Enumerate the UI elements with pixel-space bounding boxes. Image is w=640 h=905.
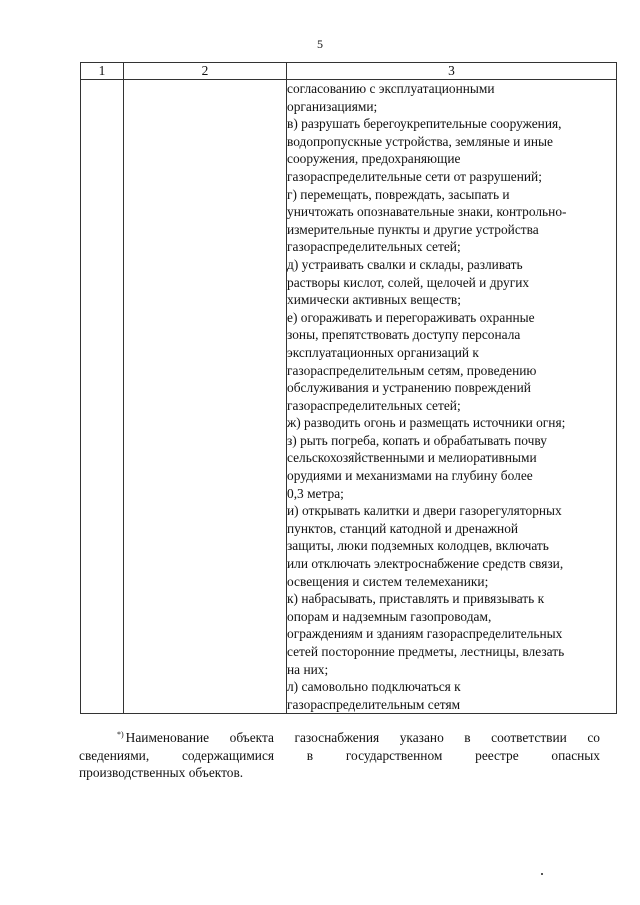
content-line: в) разрушать берегоукрепительные сооружения,	[287, 116, 562, 132]
column-header-1: 1	[81, 63, 124, 80]
content-line: сельскохозяйственными и мелиоративными	[287, 450, 537, 466]
table-header-row	[81, 63, 617, 80]
content-line: ограждениям и зданиям газораспределительных	[287, 626, 563, 642]
content-line: зоны, препятствовать доступу персонала	[287, 327, 521, 343]
content-line: измерительные пункты и другие устройства	[287, 221, 539, 237]
content-line: газораспределительных сетей;	[287, 239, 461, 255]
content-line: обслуживания и устранению повреждений	[287, 380, 531, 396]
content-line: д) устраивать свалки и склады, разливать	[287, 256, 523, 272]
footnote-line-2: сведениями, содержащимися в государственном реестре опасных	[79, 747, 600, 763]
content-line: орудиями и механизмами на глубину более	[287, 468, 533, 484]
content-line: освещения и систем телемеханики;	[287, 573, 489, 589]
content-line: сетей посторонние предметы, лестницы, влезать	[287, 644, 565, 659]
content-line: г) перемещать, повреждать, засыпать и	[287, 186, 510, 202]
footnote-line-3: производственных объектов.	[79, 765, 244, 781]
content-line: водопропускные устройства, земляные и иные	[287, 133, 553, 149]
column-1-cell	[81, 80, 124, 714]
column-header-3: 3	[287, 63, 617, 80]
requirements-table	[80, 62, 617, 714]
content-line: з) рыть погреба, копать и обрабатывать почву	[287, 432, 547, 448]
content-line: газораспределительных сетей;	[287, 397, 461, 413]
footnote-line-1	[108, 726, 600, 747]
content-line: к) набрасывать, приставлять и привязывать к	[287, 591, 545, 607]
content-line: организациями;	[287, 98, 378, 114]
content-line: эксплуатационных организаций к	[287, 344, 479, 360]
column-3-cell	[287, 80, 617, 714]
content-line: пунктов, станций катодной и дренажной	[287, 520, 519, 536]
content-line: растворы кислот, солей, щелочей и других	[287, 274, 530, 290]
content-line: ж) разводить огонь и размещать источники огня;	[287, 415, 566, 431]
scan-speck	[541, 873, 543, 875]
content-line: опорам и надземным газопроводам,	[287, 608, 492, 624]
content-line: или отключать электроснабжение средств связи,	[287, 556, 564, 572]
column-header-2: 2	[124, 63, 287, 80]
content-line: сооружения, предохраняющие	[287, 151, 461, 167]
content-line: защиты, люки подземных колодцев, включать	[287, 538, 549, 554]
footnote-marker: *)	[117, 730, 124, 739]
content-line: химически активных веществ;	[287, 292, 461, 308]
content-line: газораспределительные сети от разрушений;	[287, 168, 542, 184]
table-row	[81, 80, 617, 714]
content-line: л) самовольно подключаться к	[287, 679, 461, 695]
footnote-text: Наименование объекта газоснабжения указано в соответствии со	[125, 730, 600, 745]
content-line: на них;	[287, 661, 329, 677]
content-line: согласованию с эксплуатационными	[287, 81, 495, 96]
content-line: и) открывать калитки и двери газорегуляторных	[287, 503, 562, 519]
content-line: уничтожать опознавательные знаки, контрольно-	[287, 204, 567, 220]
column-2-cell	[124, 80, 287, 714]
content-line: газораспределительным сетям	[287, 696, 461, 712]
content-line: газораспределительным сетям, проведению	[287, 362, 537, 378]
page-number: 5	[317, 37, 323, 51]
content-line: е) огораживать и перегораживать охранные	[287, 309, 535, 325]
footnote	[79, 726, 600, 782]
content-line: 0,3 метра;	[287, 485, 344, 501]
